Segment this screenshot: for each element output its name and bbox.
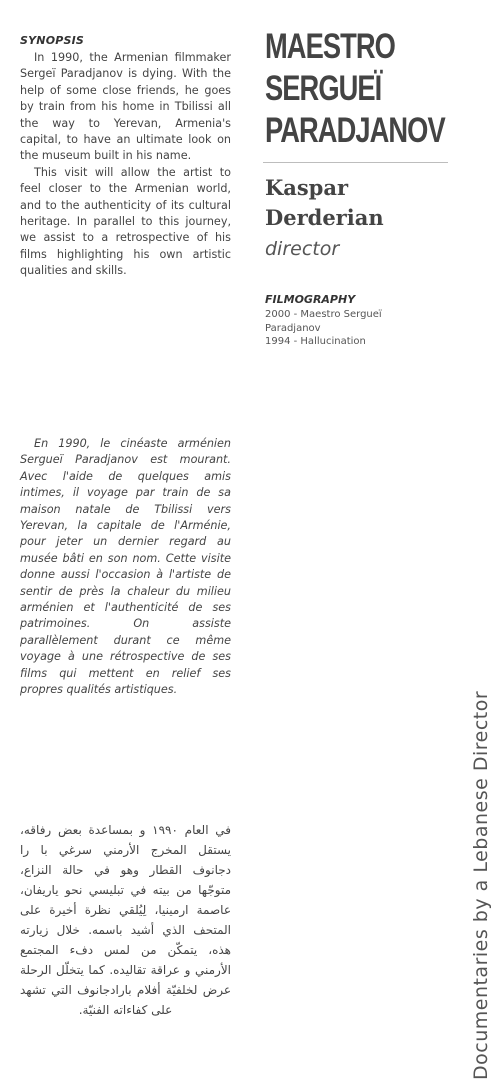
film-title-line-3: PARADJANOV — [265, 111, 445, 150]
director-last-name: Derderian — [265, 205, 384, 230]
title-divider — [263, 162, 448, 163]
film-title-line-2: SERGUEÏ — [265, 69, 382, 108]
director-first-name: Kaspar — [265, 175, 349, 200]
synopsis-arabic — [20, 820, 231, 1020]
synopsis-arabic-paragraph: في العام ١٩٩٠ و بمساعدة بعض رفاقه، يستقل المخرج الأرمني سرغي با را دجانوف القطار وهو في حالة النزاع، متوجّها من بيته في تبليسي نحو ياريفان، عاصمة ارمينيا، لِيُلقي نظرة أخيرة على المتحف الذي أشيد باسمه. خلال زيارته هذه، يتمكّن من لمس دفء المجتمع الأرمني و عراقة تقاليده. كما يتخلّل الرحلة عرض لخلفيّة أفلام بارادجانوف التي تشهد على كفاءاته الفنيّة. — [20, 823, 231, 1017]
side-caption: Documentaries by a Lebanese Director — [470, 690, 492, 1080]
synopsis-french-paragraph: En 1990, le cinéaste arménien Sergueï Paradjanov est mourant. Avec l'aide de quelques amis intimes, il voyage par train de sa maison natale de Tbilissi vers Yerevan, la capitale de l'Arménie, pour jeter un dernier regard au musée bâti en son nom. Cette visite donne aussi l'occasion à l'artiste de sentir de près la chaleur du milieu arménien et l'authenticité de ses patrimoines. On assiste parallèlement durant ce même voyage à une rétrospective de ses films qui mettent en relief ses propres qualités artistiques. — [20, 437, 231, 697]
filmography-label: FILMOGRAPHY — [265, 293, 356, 306]
synopsis-label: SYNOPSIS — [20, 34, 85, 47]
film-info — [265, 26, 455, 349]
synopsis-french — [20, 436, 231, 699]
filmography-entry: 1994 - Hallucination — [265, 336, 366, 347]
synopsis-paragraph-1: In 1990, the Armenian filmmaker Sergeï Paradjanov is dying. With the help of some close friends, he goes by train from his home in Tbilissi all the way to Yerevan, Armenia's capital, to have an ultimate look on the museum built in his name. — [20, 51, 231, 163]
filmography-entry: Paradjanov — [265, 322, 321, 334]
synopsis-paragraph-2: This visit will allow the artist to feel closer to the Armenian world, and to the authenticity of its cultural heritage. In parallel to this journey, we assist to a retrospective of his films highlighting his own artistic qualities and skills. — [20, 165, 231, 278]
film-title-line-1: MAESTRO — [265, 27, 395, 66]
filmography-entry: 2000 - Maestro Sergueï — [265, 309, 382, 320]
synopsis-english — [20, 34, 231, 280]
film-title — [265, 26, 452, 152]
director-role: director — [265, 238, 340, 260]
